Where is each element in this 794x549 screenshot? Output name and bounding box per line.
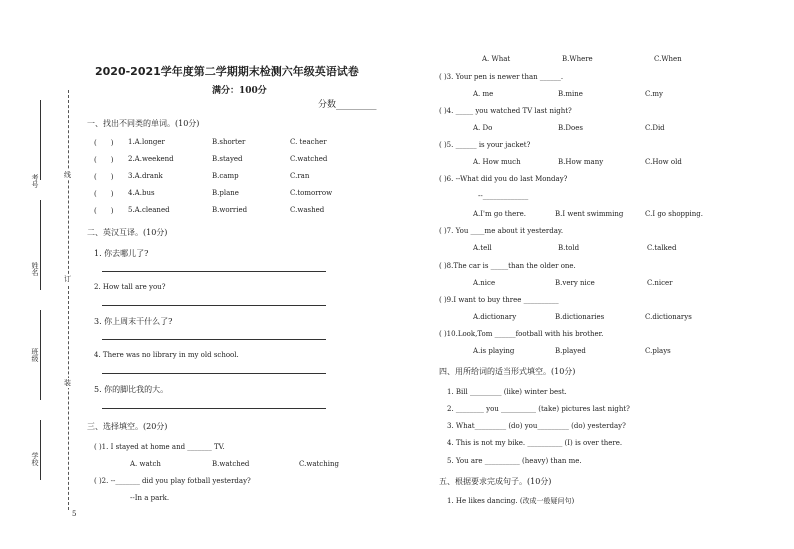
option-a: 4.A.bus xyxy=(128,189,155,197)
answer-line[interactable] xyxy=(102,373,326,374)
option-c: C.I go shopping. xyxy=(645,210,703,218)
question-9-stem: ( )9.I want to buy three __________ xyxy=(439,296,559,304)
binding-mark-line: 线 xyxy=(64,171,71,179)
section-1-heading: 一、找出不同类的单词。(10分) xyxy=(87,119,200,128)
section-5-heading: 五、根据要求完成句子。(10分) xyxy=(439,477,552,486)
translation-item: 3. 你上周末干什么了? xyxy=(94,317,173,326)
option-b: B.Where xyxy=(562,55,593,63)
question-2-stem: ( )2. --_______ did you play fotball yesterday? xyxy=(94,477,251,485)
option-a: A.dictionary xyxy=(473,313,517,321)
question-4-stem: ( )4. _____ you watched TV last night? xyxy=(439,107,572,115)
page-number: 5 xyxy=(72,510,77,518)
option-b: B.dictionaries xyxy=(555,313,605,321)
option-b: B.camp xyxy=(212,172,239,180)
binding-line xyxy=(68,90,69,510)
binding-blank-3 xyxy=(40,310,41,400)
option-a: A.I'm go there. xyxy=(473,210,526,218)
full-score: 满分：100分 xyxy=(212,86,267,96)
answer-line[interactable] xyxy=(102,271,326,272)
translation-item: 5. 你的脚比我的大。 xyxy=(94,385,169,394)
option-c: C.nicer xyxy=(647,279,673,287)
option-b: B.watched xyxy=(212,460,250,468)
option-c: C.Did xyxy=(645,124,665,132)
option-b: B.I went swimming xyxy=(555,210,624,218)
option-c: C.tomorrow xyxy=(290,189,333,197)
option-b: B.shorter xyxy=(212,138,246,146)
option-c: C.talked xyxy=(647,244,677,252)
option-a: A. How much xyxy=(473,158,521,166)
option-c: C.plays xyxy=(645,347,671,355)
name-label: 姓名 xyxy=(31,262,39,276)
question-3-stem: ( )3. Your pen is newer than ______. xyxy=(439,73,564,81)
fill-in-item: 3. What_________ (do) you_________ (do) yesterday? xyxy=(447,422,626,430)
fill-in-item: 1. Bill _________ (like) winter best. xyxy=(447,388,567,396)
binding-blank-4 xyxy=(40,420,41,480)
option-b: B.told xyxy=(558,244,580,252)
option-a: A.is playing xyxy=(473,347,515,355)
question-7-stem: ( )7. You ____me about it yesterday. xyxy=(439,227,564,235)
answer-paren: ( ) xyxy=(94,139,114,147)
option-a: 2.A.weekend xyxy=(128,155,174,163)
class-label: 班级 xyxy=(31,348,39,362)
option-a: A. What xyxy=(482,55,511,63)
section-2-heading: 二、英汉互译。(10分) xyxy=(87,228,168,237)
fill-in-item: 4. This is not my bike. __________ (I) is over there. xyxy=(447,439,623,447)
option-a: A.nice xyxy=(473,279,496,287)
answer-line[interactable] xyxy=(102,408,326,409)
translation-item: 2. How tall are you? xyxy=(94,283,166,291)
option-a: A. Do xyxy=(473,124,493,132)
question-5-stem: ( )5. ______ is your jacket? xyxy=(439,141,531,149)
school-label: 学校 xyxy=(31,452,39,466)
fill-in-item: 5. You are __________ (heavy) than me. xyxy=(447,457,582,465)
option-c: C.When xyxy=(654,55,682,63)
option-b: B.worried xyxy=(212,206,248,214)
binding-blank-1 xyxy=(40,100,41,180)
answer-paren: ( ) xyxy=(94,190,114,198)
binding-mark-bind: 装 xyxy=(64,379,71,387)
binding-mark-order: 订 xyxy=(64,275,71,283)
option-b: B.plane xyxy=(212,189,239,197)
option-b: B.How many xyxy=(558,158,604,166)
question-1-stem: ( )1. I stayed at home and _______ TV. xyxy=(94,443,225,451)
option-c: C.dictionarys xyxy=(645,313,692,321)
option-c: C.watched xyxy=(290,155,328,163)
option-c: C.washed xyxy=(290,206,325,214)
answer-paren: ( ) xyxy=(94,207,114,215)
section-3-heading: 三、选择填空。(20分) xyxy=(87,422,168,431)
option-b: B.Does xyxy=(558,124,583,132)
answer-line[interactable] xyxy=(102,339,326,340)
option-a: A.tell xyxy=(473,244,492,252)
translation-item: 1. 你去哪儿了? xyxy=(94,249,149,258)
question-6-reply: --_____________ xyxy=(478,192,529,200)
option-b: B.mine xyxy=(558,90,583,98)
rewrite-item: 1. He likes dancing. (改成一般疑问句) xyxy=(447,497,575,505)
translation-item: 4. There was no library in my old school. xyxy=(94,351,239,359)
question-6-stem: ( )6. --What did you do last Monday? xyxy=(439,175,568,183)
option-c: C. teacher xyxy=(290,138,327,146)
option-a: A. me xyxy=(473,90,494,98)
option-a: 3.A.drank xyxy=(128,172,163,180)
option-b: B.very nice xyxy=(555,279,595,287)
option-c: C.How old xyxy=(645,158,682,166)
option-a: 1.A.longer xyxy=(128,138,165,146)
section-4-heading: 四、用所给词的适当形式填空。(10分) xyxy=(439,367,576,376)
answer-paren: ( ) xyxy=(94,156,114,164)
answer-paren: ( ) xyxy=(94,173,114,181)
option-b: B.stayed xyxy=(212,155,243,163)
exam-title: 2020-2021学年度第二学期期末检测六年级英语试卷 xyxy=(95,65,359,78)
fill-in-item: 2. ________ you __________ (take) pictures last night? xyxy=(447,405,630,413)
option-c: C.my xyxy=(645,90,663,98)
binding-blank-2 xyxy=(40,200,41,290)
exam-number-label: 考号 xyxy=(31,174,39,188)
answer-line[interactable] xyxy=(102,305,326,306)
option-c: C.watching xyxy=(299,460,339,468)
option-c: C.ran xyxy=(290,172,310,180)
question-2-reply: --In a park. xyxy=(130,494,170,502)
score-field: 分数_________ xyxy=(318,100,377,110)
option-a: A. watch xyxy=(130,460,161,468)
question-8-stem: ( )8.The car is _____than the older one. xyxy=(439,262,576,270)
option-a: 5.A.cleaned xyxy=(128,206,170,214)
question-10-stem: ( )10.Look,Tom ______football with his brother. xyxy=(439,330,604,338)
option-b: B.played xyxy=(555,347,586,355)
